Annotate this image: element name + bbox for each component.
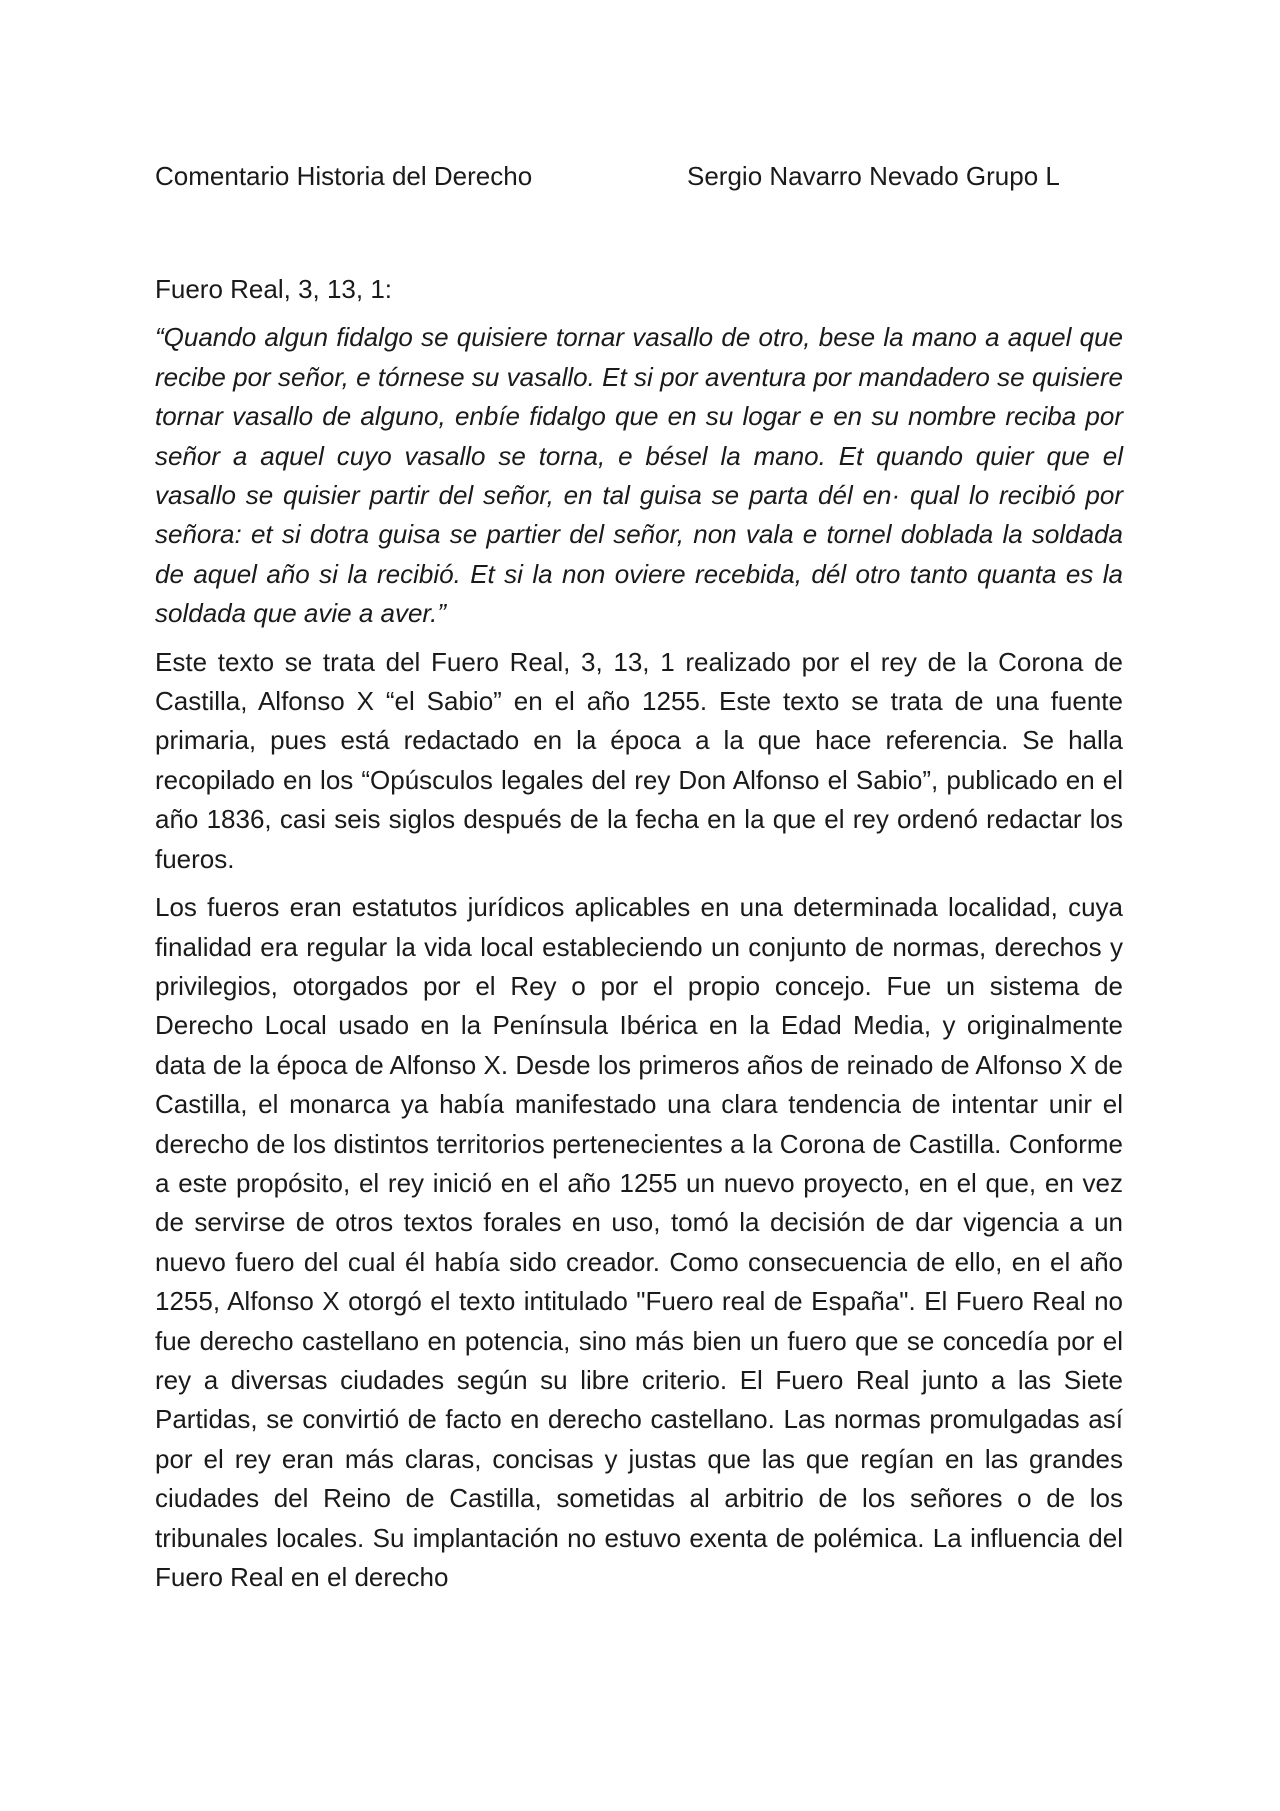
paragraph-fueros: Los fueros eran estatutos jurídicos aplicables en una determinada localidad, cuya finalidad era regular la vida local estableciendo un conjunto de normas, derechos y privilegios, otorgados por el Rey o por el propio concejo. Fue un sistema de Derecho Local usado en la Península Ibérica en la Edad Media, y originalmente data de la época de Alfonso X. Desde los primeros años de reinado de Alfonso X de Castilla, el monarca ya había manifestado una clara tendencia de intentar unir el derecho de los distintos territorios pertenecientes a la Corona de Castilla. Conforme a este propósito, el rey inició en el año 1255 un nuevo proyecto, en el que, en vez de servirse de otros textos forales en uso, tomó la decisión de dar vigencia a un nuevo fuero del cual él había sido creador. Como consecuencia de ello, en el año 1255, Alfonso X otorgó el texto intitulado "Fuero real de España". El Fuero Real no fue derecho castellano en potencia, sino más bien un fuero que se concedía por el rey a diversas ciudades según su libre criterio. El Fuero Real junto a las Siete Partidas, se convirtió de facto en derecho castellano. Las normas promulgadas así por el rey eran más claras, concisas y justas que las que regían en las grandes ciudades del Reino de Castilla, sometidas al arbitrio de los señores o de los tribunales locales. Su implantación no estuvo exenta de polémica. La influencia del Fuero Real en el derecho xyxy=(155,892,1123,1592)
document-body xyxy=(155,270,1123,1606)
quoted-text: “Quando algun fidalgo se quisiere tornar vasallo de otro, bese la mano a aquel que recibe por señor, e tórnese su vasallo. Et si por aventura por mandadero se quisiere tornar vasallo de alguno, enbíe fidalgo que en su logar e en su nombre reciba por señor a aquel cuyo vasallo se torna, e bésel la mano. Et quando quier que el vasallo se quisier partir del señor, en tal guisa se parta dél en· qual lo recibió por señora: et si dotra guisa se partier del señor, non vala e tornel doblada la soldada de aquel año si la recibió. Et si la non oviere recebida, dél otro tanto quanta es la soldada que avie a aver.” xyxy=(155,322,1123,629)
source-reference: Fuero Real, 3, 13, 1: xyxy=(155,274,393,304)
header-author-group: Sergio Navarro Nevado Grupo L xyxy=(687,161,1060,191)
paragraph-intro: Este texto se trata del Fuero Real, 3, 13, 1 realizado por el rey de la Corona de Castilla, Alfonso X “el Sabio” en el año 1255. Este texto se trata de una fuente primaria, pues está redactado en la época a la que hace referencia. Se halla recopilado en los “Opúsculos legales del rey Don Alfonso el Sabio”, publicado en el año 1836, casi seis siglos después de la fecha en la que el rey ordenó redactar los fueros. xyxy=(155,646,1123,874)
header-course-title: Comentario Historia del Derecho xyxy=(155,161,533,191)
